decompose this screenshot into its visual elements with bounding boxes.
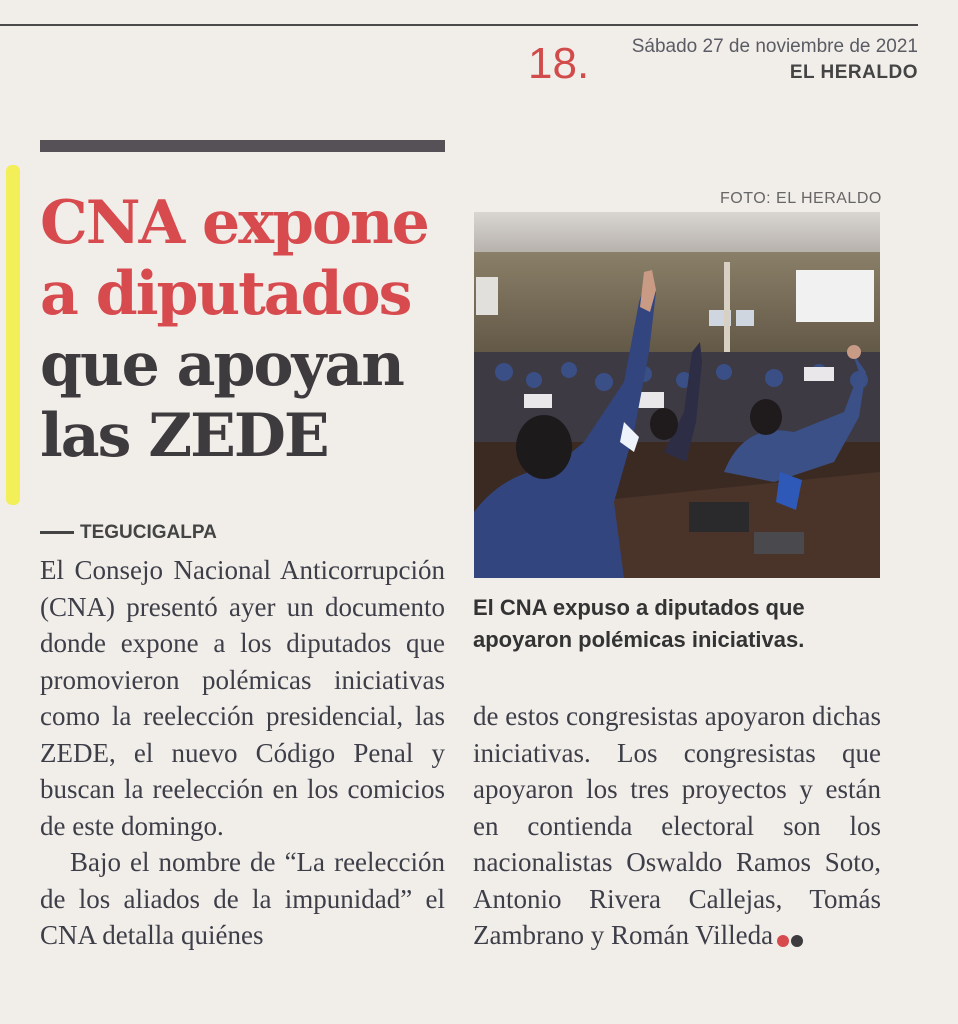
photo-caption: El CNA expuso a diputados que apoyaron polémicas iniciativas. (473, 595, 805, 652)
headline (40, 188, 460, 472)
paragraph-1: El Consejo Nacional Anticorrupción (CNA) presentó ayer un documento donde expone a los diputados que promovieron polémicas iniciativas como la reelección presidencial, las ZEDE, el nuevo Código Penal y buscan la reelección en los comicios de este domingo. (40, 555, 445, 841)
highlighter-mark (6, 165, 20, 505)
photo-credit: FOTO: EL HERALDO (720, 190, 882, 207)
paragraph-3 (473, 698, 881, 956)
dateline (40, 522, 217, 544)
issue-date: Sábado 27 de noviembre de 2021 (631, 36, 918, 57)
article-column-left (40, 552, 445, 954)
congress-photo-illustration (474, 212, 880, 578)
headline-line-2: a diputados (40, 259, 411, 329)
headline-line-1: CNA expone (40, 188, 428, 258)
paragraph-2: Bajo el nombre de “La reelección de los aliados de la impunidad” el CNA detalla quiénes (40, 847, 445, 950)
headline-line-3: que apoyan (40, 330, 403, 400)
dateline-dash (40, 531, 74, 534)
headline-line-4: las ZEDE (40, 401, 328, 471)
headline-bar (40, 140, 445, 152)
end-mark-icon (777, 920, 805, 957)
paragraph-3-text: de estos congresistas apoyaron dichas iniciativas. Los congresistas que apoyaron los tres proyectos y están en contienda electoral son los nacionalistas Oswaldo Ramos Soto, Antonio Rivera Callejas, Tomás Zambrano y Román Villeda (473, 701, 881, 950)
page-number: 18. (528, 39, 590, 88)
article-column-right (473, 698, 881, 956)
paper-name: EL HERALDO (789, 62, 918, 83)
dateline-text: TEGUCIGALPA (80, 522, 217, 543)
congress-photo (474, 212, 880, 578)
top-rule (0, 24, 918, 26)
